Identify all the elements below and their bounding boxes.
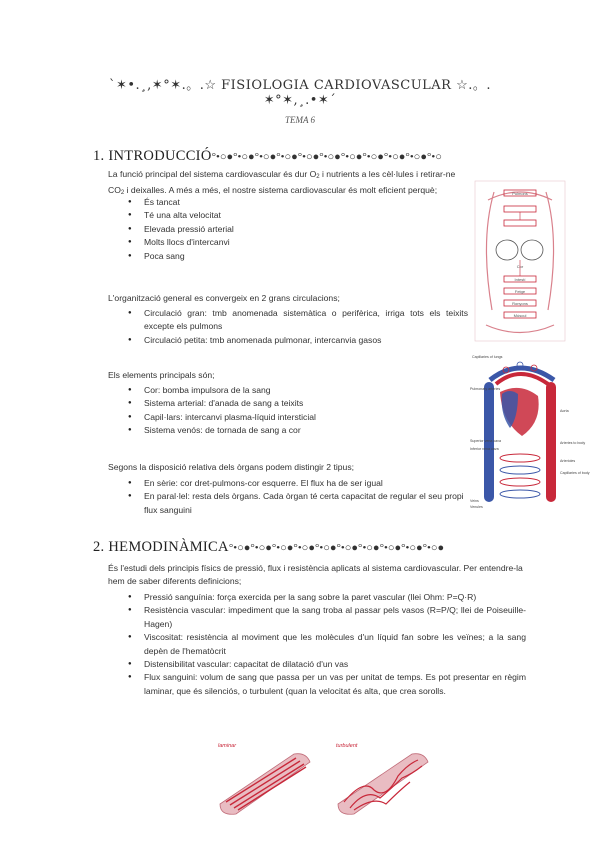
list-item: ● Viscositat: resistència al moviment que les molècules d'un líquid fan sobre les veïnes; a la sang depèn de l'hematòcrit xyxy=(124,631,526,658)
circulations-list xyxy=(124,307,468,347)
aorta xyxy=(546,382,556,502)
laminar-label: laminar xyxy=(218,743,237,749)
definitions-list xyxy=(124,591,526,698)
figure-label: Arteries to body xyxy=(560,441,586,445)
figure-label: Capillaries of body xyxy=(560,471,590,475)
organ-label: Intestí xyxy=(514,277,526,282)
turbulent-label: turbulent xyxy=(336,743,358,749)
list-item: ● Sistema arterial: d'anada de sang a teixits xyxy=(124,397,424,410)
flow-diagram xyxy=(214,738,446,820)
figure-label: Veins xyxy=(470,499,479,503)
section-heading-hemodinamica xyxy=(93,539,444,556)
document-subtitle: TEMA 6 xyxy=(284,115,316,125)
figure-label: Venules xyxy=(470,505,483,509)
list-item: ● En sèrie: cor dret-pulmons-cor esquerre. El flux ha de ser igual xyxy=(124,477,470,490)
figure-label: Capillaries of lungs xyxy=(472,355,503,359)
list-item: ● Té una alta velocitat xyxy=(124,209,424,222)
figure-label: Inferior vena cava xyxy=(470,447,499,451)
list-item: ● Distensibilitat vascular: capacitat de dilatació d'un vas xyxy=(124,658,526,671)
intro-text-2: i nutrients a les cèl·lules i retirar-ne xyxy=(319,169,456,179)
features-list xyxy=(124,196,424,263)
heading-text: 1. INTRODUCCIÓ xyxy=(93,148,212,164)
elements-list xyxy=(124,384,424,438)
subscript: 2 xyxy=(120,190,125,196)
types-list xyxy=(124,477,470,517)
section-heading-introduccio xyxy=(93,148,442,165)
organ-label: Ronyons xyxy=(512,301,528,306)
turbulent-vessel-icon xyxy=(338,754,428,815)
intro-text-1: La funció principal del sistema cardiovascular és dur O xyxy=(108,169,317,179)
list-item: ● Resistència vascular: impediment que la sang troba al passar pels vasos (R=P/Q; llei de Poiseuille-Hagen) xyxy=(124,604,526,631)
figure-label: Aorta xyxy=(560,409,569,413)
organ-label: Fetge xyxy=(514,289,526,294)
heading-ornament: °•○●°•○●°•○●°•○●°•○●°•○●°•○●°•○●°•○●°•○●°•○ xyxy=(211,151,442,163)
list-item: ● Pressió sanguínia: força exercida per la sang sobre la paret vascular (llei Ohm: P=Q·R) xyxy=(124,591,526,604)
intro-text-4: i deixalles. A més a més, el nostre sistema cardiovascular és molt eficient perquè; xyxy=(124,185,438,195)
heading-text: 2. HEMODINÀMICA xyxy=(93,539,229,555)
list-item: ● Elevada pressió arterial xyxy=(124,223,424,236)
document-title: `✶•.¸,✶°✶.。.☆ FISIOLOGIA CARDIOVASCULAR ☆.。. xyxy=(108,78,492,93)
list-item: ● Poca sang xyxy=(124,250,424,263)
list-item: ● En paral·lel: resta dels òrgans. Cada òrgan té certa capacitat de regular el seu propi flux sanguini xyxy=(124,490,470,517)
list-item: ● És tancat xyxy=(124,196,424,209)
list-item: ● Cor: bomba impulsora de la sang xyxy=(124,384,424,397)
document-title-ornament: ✶°✶,¸.•✶´ xyxy=(263,93,337,108)
hemo-text-1: És l'estudi dels principis físics de pressió, flux i resistència aplicats al sistema cardiovascular. Per entendre-la xyxy=(108,563,523,573)
intro-text-3: CO xyxy=(108,185,121,195)
organ-label: Pulmons xyxy=(512,191,528,196)
figure-label: Superior vena cava xyxy=(470,439,501,443)
heading-ornament: °•○●°•○●°•○●°•○●°•○●°•○●°•○●°•○●°•○●°•○● xyxy=(228,542,445,554)
hemo-text-2: hem de saber diferents definicions; xyxy=(108,576,242,586)
organization-intro: L'organització general es convergeix en 2 grans circulacions; xyxy=(108,293,340,303)
heart-vessels-diagram xyxy=(470,352,590,514)
subscript: 2 xyxy=(316,174,320,180)
list-item: ● Flux sanguini: volum de sang que passa per un vas per unitat de temps. Es pot presentar en règim laminar, que és silenciós, o turbulent (quan la velocitat és alta, que crea sorolls. xyxy=(124,671,526,698)
disposition-intro: Segons la disposició relativa dels òrgans podem distingir 2 tipus; xyxy=(108,462,355,472)
figure-label: Pulmonary arteries xyxy=(470,387,501,391)
pulmonary-vessel xyxy=(496,374,548,384)
hemo-paragraph xyxy=(108,562,528,588)
organ-label: Cor xyxy=(516,264,524,269)
body-capillaries xyxy=(500,454,540,498)
circulation-diagram xyxy=(474,180,566,342)
laminar-vessel-icon xyxy=(220,754,310,815)
list-item: ● Capil·lars: intercanvi plasma-líquid intersticial xyxy=(124,411,424,424)
list-item: ● Circulació gran: tmb anomenada sistemàtica o perifèrica, irriga tots els teixits excepte els pulmons xyxy=(124,307,468,334)
figure-label: Arterioles xyxy=(560,459,576,463)
list-item: ● Circulació petita: tmb anomenada pulmonar, intercanvia gasos xyxy=(124,334,468,347)
elements-intro: Els elements principals són; xyxy=(108,370,215,380)
list-item: ● Molts llocs d'intercanvi xyxy=(124,236,424,249)
list-item: ● Sistema venós: de tornada de sang a cor xyxy=(124,424,424,437)
organ-label: Múscul xyxy=(513,313,527,318)
